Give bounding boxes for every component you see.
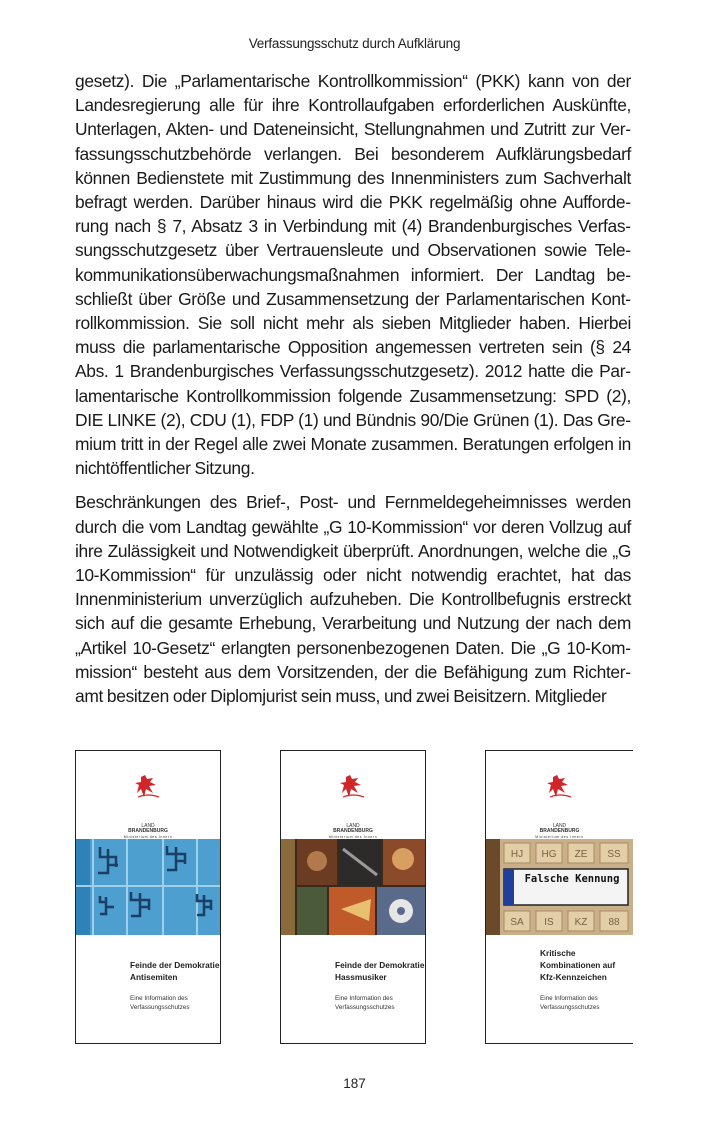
logo-text-brandenburg: BRANDENBURG: [128, 828, 168, 834]
cover-photo-license-plates: [486, 839, 633, 935]
logo-text-ministry: Ministerium des Innern: [535, 835, 584, 839]
plate-tile-text: IS: [544, 917, 554, 928]
brochure-title: Kritische Kombinationen auf Kfz-Kennzeichen: [540, 948, 616, 982]
brochure-title: Feinde der Demokratie Antisemiten: [130, 960, 220, 982]
plate-tile-text: KZ: [574, 917, 588, 928]
brochure-antisemiten: [75, 750, 221, 1044]
logo-text-ministry: Ministerium des Innern: [123, 835, 173, 839]
logo-text-brandenburg: BRANDENBURG: [333, 828, 373, 834]
paragraph-g10: Beschränkungen des Brief-, Post- und Fernmeldegeheimnisses werden durch die vom Landtag gewählte „G 10-Kommission“ vor deren Vollzug auf ihre Zulässigkeit und Notwendigkeit überprüft. Anordnungen, welche die „G 10-Kommission“ für unzulässig oder nicht notwendig erachtet, hat das Innenministerium unverzüglich aufzuheben. Die Kontrollbefugnis erstreckt sich auf die gesamte Erhebung, Verarbeitung und Nutzung der nach dem „Artikel 10-Gesetz“ erlangten personenbezogenen Daten. Die „G 10-Kommission“ besteht aus dem Vorsitzenden, der die Befähigung zum Richteramt besitzen oder Diplomjurist sein muss, und zwei Beisitzern. Mitglieder: [75, 492, 631, 707]
paragraph-pkk: gesetz). Die „Parlamentarische Kontrollkommission“ (PKK) kann von der Landesregierung alle für ihre Kontrollaufgaben erforderlichen Auskünfte, Unterlagen, Akten- und Dateneinsicht, Stellungnahmen und Zutritt zur Verfassungsschutzbehörde verlangen. Bei besonderem Aufklärungsbedarf können Bedienstete mit Zustimmung des Innenministers zum Sachverhalt befragt werden. Darüber hinaus wird die PKK regelmäßig ohne Aufforderung nach § 7, Absatz 3 in Verbindung mit (4) Brandenburgisches Verfassungsschutzgesetz über Vertrauensleute und Observationen sowie Telekommunikationsüberwachungsmaßnahmen informiert. Der Landtag beschließt über Größe und Zusammensetzung der Parlamentarischen Kontrollkommission. Sie soll nicht mehr als sieben Mitglieder haben. Hierbei muss die parlamentarische Opposition angemessen vertreten sein (§ 24 Abs. 1 Brandenburgisches Verfassungsschutzgesetz). 2012 hatte die Parlamentarische Kontrollkommission folgende Zusammensetzung: SPD (2), DIE LINKE (2), CDU (1), FDP (1) und Bündnis 90/Die Grünen (1). Das Gremium tritt in der Regel alle zwei Monate zusammen. Beratungen erfolgen in nichtöffentlicher Sitzung.: [75, 71, 631, 479]
plate-tile-text: 88: [608, 917, 620, 928]
logo-text-brandenburg: BRANDENBURG: [539, 828, 580, 834]
plate-tile-text: SA: [510, 917, 524, 928]
cover-photo-swastika-graffiti: [76, 839, 221, 935]
brochure-kfz-kennzeichen: [485, 750, 633, 1044]
brochure-subtitle: Eine Information des Verfassungsschutzes: [540, 995, 600, 1011]
plate-tile-text: SS: [607, 849, 621, 860]
plate-tile-text: HG: [541, 849, 557, 860]
cover-photo-music-collage: [281, 839, 426, 935]
logo-text-land: LAND: [141, 823, 155, 829]
plate-text: Falsche Kennung: [524, 873, 620, 885]
brochure-subtitle: Eine Information des Verfassungsschutzes: [335, 995, 395, 1011]
brandenburg-eagle-logo: [535, 773, 585, 839]
logo-text-land: LAND: [552, 823, 567, 829]
body-text: [75, 69, 631, 718]
plate-tile-text: HJ: [510, 849, 524, 860]
plate-tile-text: ZE: [574, 849, 588, 860]
brochure-title: Feinde der Demokratie Hassmusiker: [335, 960, 425, 982]
brandenburg-eagle-logo: [123, 773, 173, 839]
logo-text-land: LAND: [346, 823, 360, 829]
brandenburg-eagle-logo: [328, 773, 378, 839]
logo-text-ministry: Ministerium des Innern: [328, 835, 378, 839]
running-header: Verfassungsschutz durch Aufklärung: [248, 36, 461, 51]
brochure-hassmusiker: [280, 750, 426, 1044]
brochure-row: [75, 750, 633, 1046]
page-number: 187: [343, 1076, 366, 1091]
brochure-subtitle: Eine Information des Verfassungsschutzes: [130, 995, 190, 1011]
